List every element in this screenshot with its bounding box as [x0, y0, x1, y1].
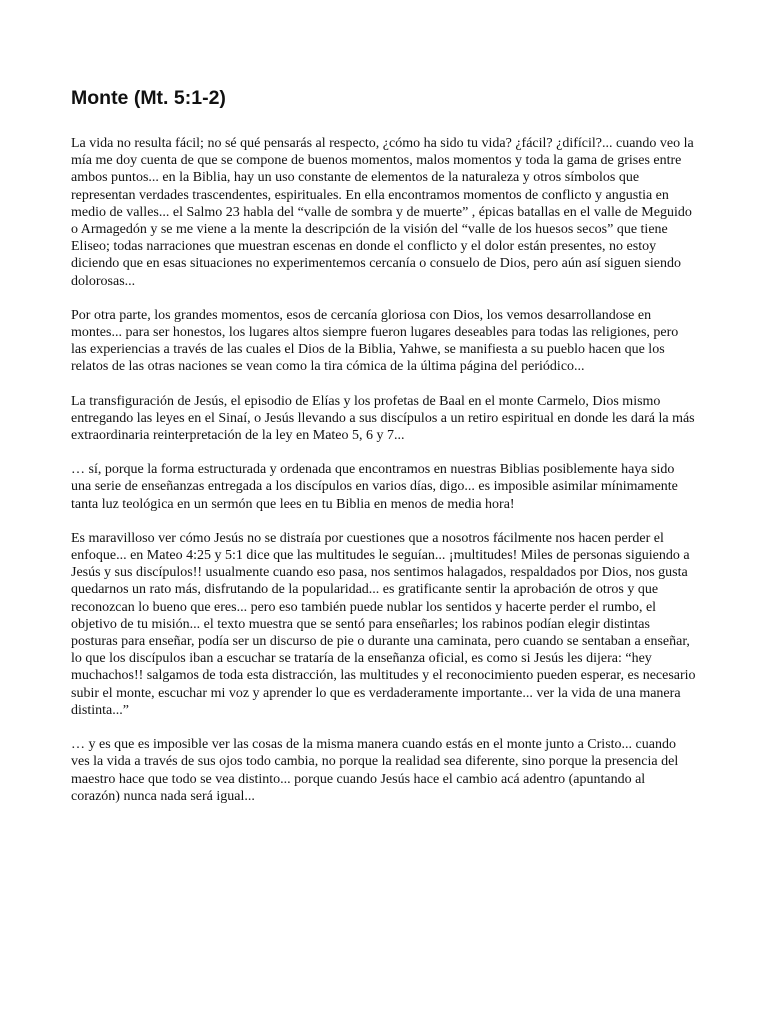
paragraph-6: … y es que es imposible ver las cosas de la misma manera cuando estás en el monte junto a Cristo... cuando ves la vida a través de sus ojos todo cambia, no porque la realidad sea diferente, sino porque la presencia del maestro hace que todo se vea distinto... porque cuando Jesús hace el cambio acá adentro (apuntando al corazón) nunca nada será igual...	[71, 737, 679, 804]
paragraph-3: La transfiguración de Jesús, el episodio de Elías y los profetas de Baal en el monte Carmelo, Dios mismo entregando las leyes en el Sinaí, o Jesús llevando a sus discípulos a un retiro espiritual en donde les dará la más extraordinaria reinterpretación de la ley en Mateo 5, 6 y 7...	[71, 393, 695, 444]
paragraph-5: Es maravilloso ver cómo Jesús no se distraía por cuestiones que a nosotros fácilmente nos hacen perder el enfoque... en Mateo 4:25 y 5:1 dice que las multitudes le seguían... ¡multitudes! Miles de personas siguiendo a Jesús y sus discípulos!! usualmente cuando eso pasa, nos sentimos halagados, respaldados por Dios, nos gusta quedarnos un rato más, disfrutando de la popularidad... es gratificante sentir la aprobación de otros y que reconozcan lo bueno que eres... pero eso también puede nublar los sentidos y hacerte perder el rumbo, el objetivo de tu misión... el texto muestra que se sentó para enseñarles; los rabinos podían elegir distintas posturas para enseñar, podía ser un discurso de pie o durante una caminata, pero cuando se sentaban a enseñar, lo que los discípulos iban a escuchar se trataría de la enseñanza oficial, es como si Jesús les dijera: “hey muchachos!! salgamos de toda esta distracción, las multitudes y el reconocimiento pueden esperar, es necesario subir el monte, escuchar mi voz y aprender lo que es verdaderamente importante... ver la vida de una manera distinta...”	[71, 530, 696, 718]
paragraph-2: Por otra parte, los grandes momentos, esos de cercanía gloriosa con Dios, los vemos desarrollandose en montes... para ser honestos, los lugares altos siempre fueron lugares deseables para todas las religiones, pero las experiencias a través de las cuales el Dios de la Biblia, Yahwe, se manifiesta a su pueblo hacen que los relatos de las otras naciones se vean como la tira cómica de la última página del periódico...	[71, 307, 679, 375]
paragraph-4: … sí, porque la forma estructurada y ordenada que encontramos en nuestras Biblias posiblemente haya sido una serie de enseñanzas entregada a los discípulos en varios días, digo... es imposible asimilar mínimamente tanta luz teológica en un sermón que lees en tu Biblia en menos de media hora!	[71, 462, 678, 512]
page-title: Monte (Mt. 5:1-2)	[71, 87, 226, 109]
document-page	[71, 86, 697, 822]
paragraph-1: La vida no resulta fácil; no sé qué pensarás al respecto, ¿cómo ha sido tu vida? ¿fácil? ¿difícil?... cuando veo la mía me doy cuenta de que se compone de buenos momentos, malos momentos y toda la gama de grises entre ambos puntos... en la Biblia, hay un uso constante de elementos de la naturaleza y otros símbolos que representan verdades trascendentes, espirituales. En ella encontramos momentos de conflicto y angustia en medio de valles... el Salmo 23 habla del “valle de sombra y de muerte” , épicas batallas en el valle de Meguido o Armagedón y se me viene a la mente la descripción de la visión del “valle de los huesos secos” que tiene Eliseo; todas narraciones que muestran escenas en donde el conflicto y el dolor están presentes, no estoy diciendo que en esas situaciones no experimentemos cercanía o consuelo de Dios, pero aún así siguen siendo dolorosas...	[71, 136, 694, 289]
